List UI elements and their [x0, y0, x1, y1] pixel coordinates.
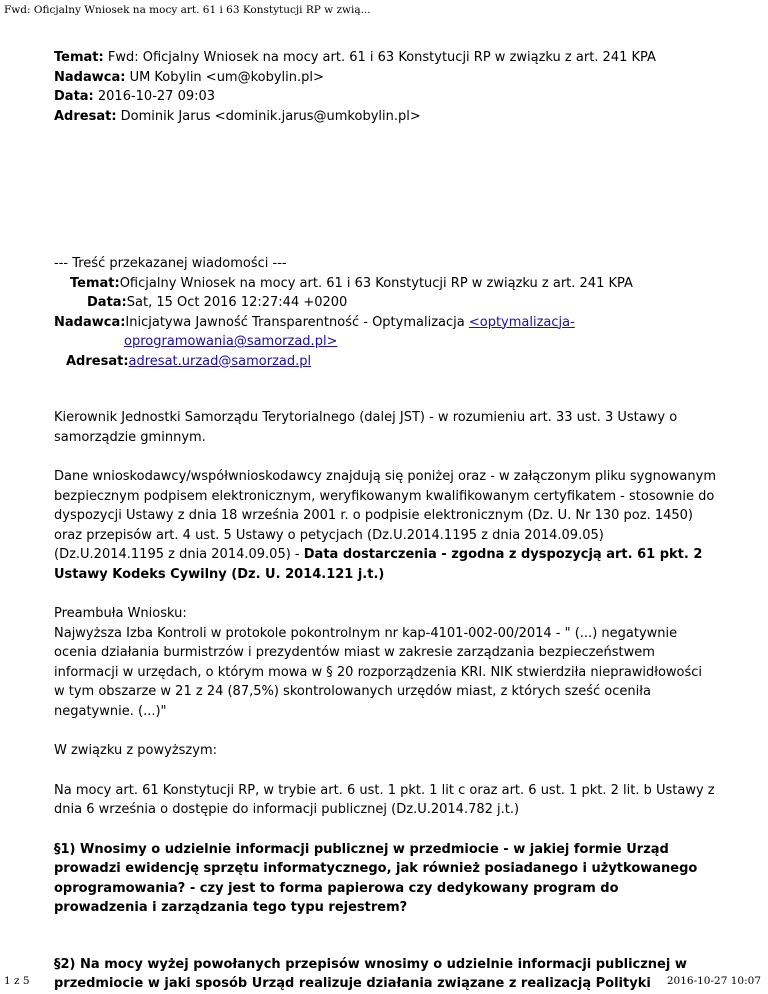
forwarded-separator: --- Treść przekazanej wiadomości --- [54, 256, 287, 271]
preamble-text: Najwyższa Izba Kontroli w protokole pokontrolnym nr kap-4101-002-00/2014 - " (...) negatywnie ocenia działania burmistrzów i prezydentów miast w zakresie zarządzania bezpieczeństwem informacji w urzędach, o którym mowa w § 20 rozporządzenia KRI. NIK stwierdziła nieprawidłowości w tym obszarze w 21 z 24 (87,5%) skontrolowanych urzędów miast, z których sześć oceniła negatywnie. (...)" [54, 625, 703, 719]
body-paragraph-2 [54, 467, 716, 584]
body-paragraph-4: W związku z powyższym: [54, 743, 217, 758]
date-label: Data: [54, 89, 94, 104]
to-value: Dominik Jarus <dominik.jarus@umkobylin.pl> [120, 108, 421, 124]
fwd-to-email-link[interactable]: adresat.urzad@samorzad.pl [128, 353, 312, 369]
print-datetime: 2016-10-27 10:07 [666, 975, 761, 987]
body-paragraph-2-bold: Data dostarczenia - zgodna z dyspozycją art. 61 pkt. 2 Ustawy Kodeks Cywilny (Dz. U. 2014.121 j.t.) [54, 547, 703, 582]
from-label: Nadawca: [54, 69, 126, 85]
section-1: §1) Wnosimy o udzielnie informacji publicznej w przedmiocie - w jakiej formie Urząd prowadzi ewidencję sprzętu informatycznego, jak również posiadanego i użytkowanego oprogramowania? - czy jest to forma papierowa czy dedykowany program do prowadzenia i zarządzania tego typu rejestrem? [54, 841, 698, 915]
subject-value: Fwd: Oficjalny Wniosek na mocy art. 61 i 63 Konstytucji RP w związku z art. 241 KPA [107, 50, 656, 65]
header-date-row [54, 87, 716, 107]
print-page-title: Fwd: Oficjalny Wniosek na mocy art. 61 i 63 Konstytucji RP w zwią... [4, 4, 371, 16]
email-header [54, 48, 716, 126]
preamble-heading: Preambuła Wniosku: [54, 606, 187, 621]
fwd-date-value: Sat, 15 Oct 2016 12:27:44 +0200 [126, 295, 348, 310]
fwd-from-row [54, 313, 716, 352]
subject-label: Temat: [54, 50, 104, 65]
fwd-from-email-link-cont[interactable]: oprogramowania@samorzad.pl> [124, 334, 338, 349]
from-value: UM Kobylin <um@kobylin.pl> [129, 69, 324, 85]
fwd-subject-value: Oficjalny Wniosek na mocy art. 61 i 63 Konstytucji RP w związku z art. 241 KPA [119, 275, 633, 291]
header-subject-row [54, 48, 716, 68]
fwd-date-row [54, 293, 716, 313]
fwd-from-email-link[interactable]: <optymalizacja- [468, 314, 575, 330]
date-value: 2016-10-27 09:03 [97, 89, 216, 104]
header-to-row [54, 107, 716, 127]
body-paragraph-1: Kierownik Jednostki Samorządu Terytorialnego (dalej JST) - w rozumieniu art. 33 ust. 3 Ustawy o samorządzie gminnym. [54, 410, 678, 445]
fwd-to-label: Adresat: [66, 353, 129, 369]
body-paragraph-5: Na mocy art. 61 Konstytucji RP, w trybie art. 6 ust. 1 pkt. 1 lit c oraz art. 6 ust. 1 pkt. 2 lit. b Ustawy z dnia 6 września o dostępie do informacji publicznej (Dz.U.2014.782 j.t.) [54, 782, 715, 817]
fwd-from-name: Inicjatywa Jawność Transparentność - Optymalizacja [125, 314, 469, 330]
fwd-date-label: Data: [87, 295, 127, 310]
fwd-subject-row [54, 274, 716, 294]
header-from-row [54, 68, 716, 88]
fwd-from-label: Nadawca: [54, 314, 126, 330]
forwarded-block [54, 254, 716, 371]
email-content [54, 48, 716, 994]
section-2: §2) Na mocy wyżej powołanych przepisów wnosimy o udzielnie informacji publicznej w przedmiocie w jaki sposób Urząd realizuje działania związane z realizacją Polityki [54, 956, 687, 991]
fwd-to-row [54, 352, 716, 372]
page-number: 1 z 5 [4, 975, 30, 987]
body-paragraph-2-text: Dane wnioskodawcy/współwnioskodawcy znajdują się poniżej oraz - w załączonym pliku sygnowanym bezpiecznym podpisem elektronicznym, weryfikowanym kwalifikowanym certyfikatem - stosownie do dyspozycji Ustawy z dnia 18 września 2001 r. o podpisie elektronicznym (Dz. U. Nr 130 poz. 1450) oraz przepisów art. 4 ust. 5 Ustawy o petycjach (Dz.U.2014.1195 z dnia 2014.09.05) (Dz.U.2014.1195 z dnia 2014.09.05) - [54, 469, 716, 562]
fwd-subject-label: Temat: [70, 275, 120, 291]
to-label: Adresat: [54, 108, 117, 124]
